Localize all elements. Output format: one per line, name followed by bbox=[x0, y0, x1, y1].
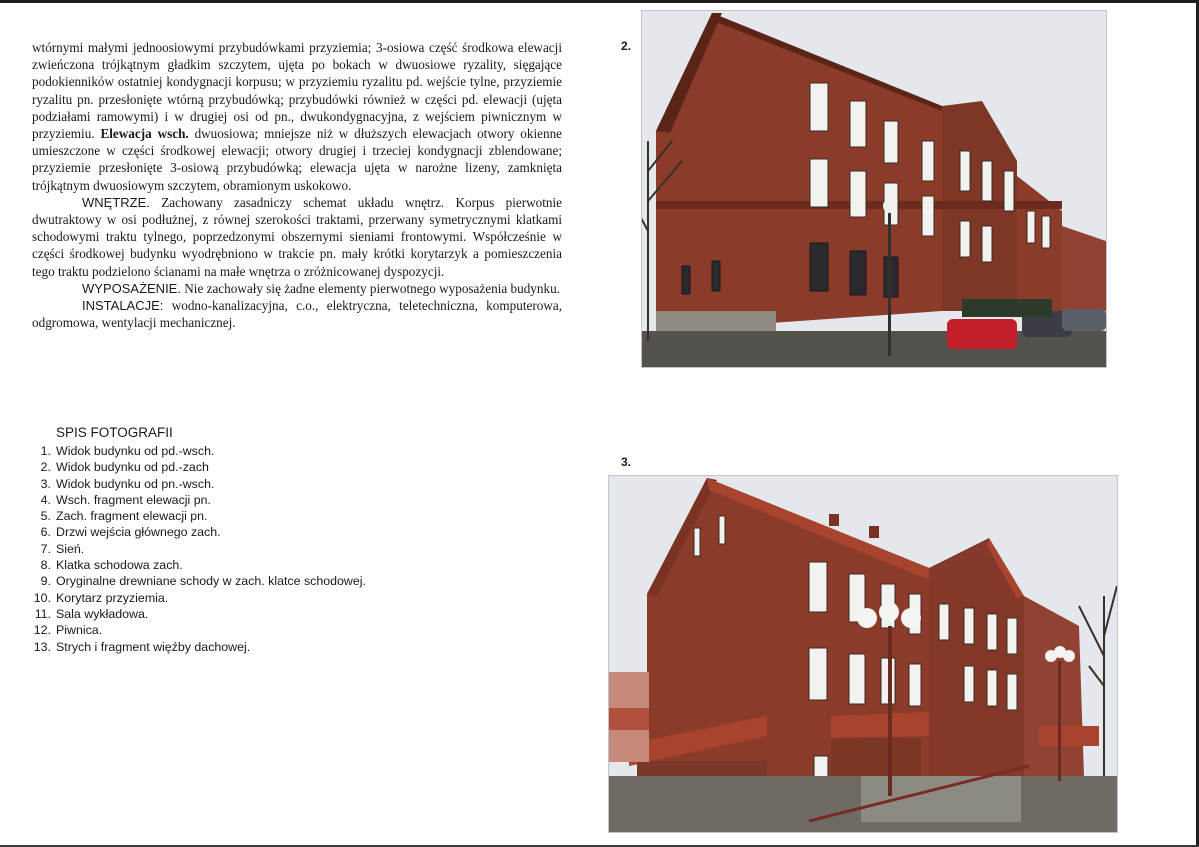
photo-list-item bbox=[24, 476, 366, 492]
building-photo-3 bbox=[608, 475, 1118, 833]
photo-list-number: 11. bbox=[34, 606, 51, 621]
installations-text: wodno-kanalizacyjna, c.o., elektryczna, teletechniczna, komputerowa, odgromowa, wentylacji mechanicznej. bbox=[32, 298, 562, 331]
photo-list-item bbox=[24, 606, 366, 622]
photo-list-item bbox=[24, 622, 366, 638]
photo-list-text: Widok budynku od pn.-wsch. bbox=[56, 476, 215, 491]
interior-heading: WNĘTRZE. bbox=[82, 194, 150, 210]
building-photo-2 bbox=[641, 10, 1107, 368]
photo-list-number: 10. bbox=[33, 590, 51, 605]
photo-list bbox=[24, 443, 366, 655]
photo-list-number: 2. bbox=[40, 460, 51, 475]
building-ne-view-image bbox=[609, 476, 1117, 832]
photo-list-item bbox=[24, 508, 366, 524]
photo-list-text: Drzwi wejścia głównego zach. bbox=[56, 525, 221, 540]
photo-list-text: Wsch. fragment elewacji pn. bbox=[56, 492, 211, 507]
photo-list-text: Korytarz przyziemia. bbox=[56, 590, 169, 605]
facade-text: wtórnymi małymi jednoosiowymi przybudówkami przyziemia; 3-osiowa część środkowa elewacji zwieńczona trójkątnym gładkim szczytem, ujęta po bokach w dwuosiowe ryzality, sięgające podokienników ostatniej kondygnacji korpusu; w przyziemiu ryzalitu pd. wejście tylne, przyziemie ryzalitu pn. przesłonięte wtórną przybudówką; przybudówki również w części pd. elewacji (ujęta podziałami ramowymi) i w drugiej osi od pn., dwukondygnacyjna, z wejściem piwnicznym w przyziemiu. bbox=[32, 40, 562, 142]
equipment-paragraph bbox=[32, 280, 562, 297]
photo-list-title: SPIS FOTOGRAFII bbox=[56, 425, 173, 440]
photo-list-item bbox=[24, 639, 366, 655]
photo-list-text: Widok budynku od pd.-zach bbox=[56, 460, 209, 475]
photo-list-number: 9. bbox=[40, 574, 51, 589]
photo-list-text: Piwnica. bbox=[56, 623, 103, 638]
photo-list-text: Strych i fragment więźby dachowej. bbox=[56, 639, 251, 654]
photo-list-item bbox=[24, 573, 366, 589]
facade-paragraph bbox=[32, 39, 562, 194]
installations-paragraph bbox=[32, 297, 562, 331]
east-facade-text: dwuosiowa; mniejsze niż w dłuższych elewacjach otwory okienne umieszczone w części środkowej elewacji; otwory drugiej i trzeciej kondygnacji zblendowane; przyziemie przesłonięte 3-osiową przybudówką; elewacja ujęta w narożne lizeny, zamknięta trójkątnym dwuosiowym szczytem, obramionym uskokowo. bbox=[32, 126, 563, 193]
installations-heading: INSTALACJE: bbox=[82, 298, 164, 314]
photo-list-text: Widok budynku od pd.-wsch. bbox=[56, 444, 215, 458]
photo-list-number: 8. bbox=[40, 558, 51, 573]
description-text bbox=[32, 39, 562, 331]
photo-list-number: 7. bbox=[40, 541, 51, 556]
photo-list-number: 13. bbox=[33, 639, 51, 654]
photo-list-text: Sień. bbox=[56, 541, 85, 556]
photo-list-item bbox=[24, 557, 366, 573]
equipment-heading: WYPOSAŻENIE. bbox=[82, 280, 181, 296]
photo-list-text: Klatka schodowa zach. bbox=[56, 558, 183, 573]
interior-text: Zachowany zasadniczy schemat układu wnętrz. Korpus pierwotnie dwutraktowy w osi podłużnej, z równej szerokości traktami, przerwany symetrycznymi klatkami schodowymi traktu tylnego, poprzedzonymi obszernymi sieniami frontowymi. Współcześnie w części środkowej budynku wyodrębniono w trakcie pn. mały krótki korytarzyk a pomieszczenia tego traktu podzielono ścianami na małe wnętrza o zróżnicowanej dyspozycji. bbox=[32, 194, 563, 279]
figure-2-label: 2. bbox=[621, 39, 632, 53]
photo-list-item bbox=[24, 524, 366, 540]
photo-list-text: Zach. fragment elewacji pn. bbox=[56, 509, 208, 524]
photo-list-number: 12. bbox=[33, 623, 51, 638]
photo-list-number: 3. bbox=[40, 476, 51, 491]
equipment-text: Nie zachowały się żadne elementy pierwotnego wyposażenia budynku. bbox=[184, 280, 560, 296]
photo-list-number: 1. bbox=[40, 444, 51, 458]
photo-list-item bbox=[24, 541, 366, 557]
interior-paragraph bbox=[32, 194, 562, 280]
scan-border-top bbox=[0, 0, 1199, 3]
building-sw-view-image bbox=[642, 11, 1106, 367]
photo-list-item bbox=[24, 459, 366, 475]
photo-list-number: 5. bbox=[40, 509, 51, 524]
photo-list-number: 4. bbox=[40, 492, 51, 507]
photo-list-text: Oryginalne drewniane schody w zach. klatce schodowej. bbox=[56, 574, 366, 589]
photo-list-item bbox=[24, 590, 366, 606]
photo-list-item bbox=[24, 492, 366, 508]
east-facade-heading: Elewacja wsch. bbox=[100, 126, 189, 142]
photo-list-item bbox=[24, 443, 366, 459]
photo-list-text: Sala wykładowa. bbox=[56, 606, 149, 621]
figure-3-label: 3. bbox=[621, 455, 632, 469]
photo-list-number: 6. bbox=[40, 525, 51, 540]
